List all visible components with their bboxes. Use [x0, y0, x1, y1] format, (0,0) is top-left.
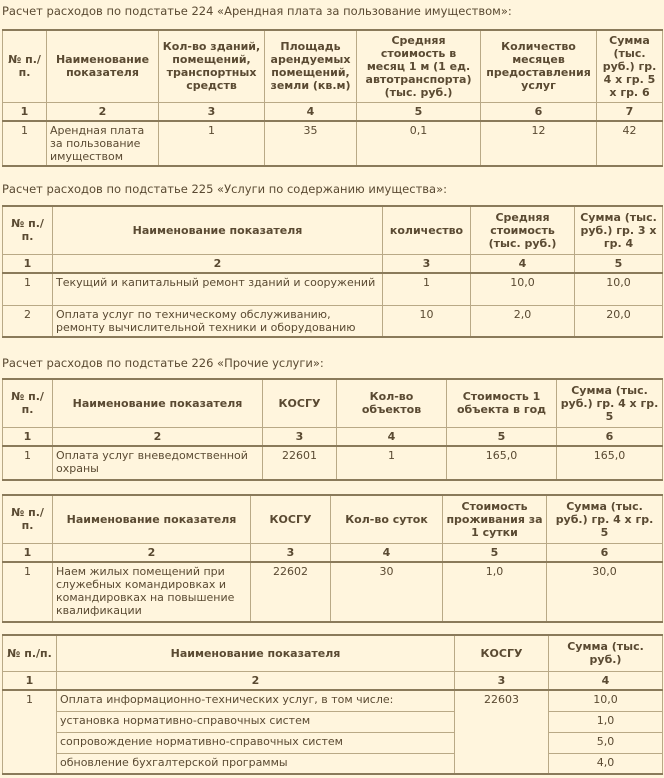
column-number: 2 — [53, 427, 263, 446]
caption-225: Расчет расходов по подстатье 225 «Услуги по содержанию имущества»: — [2, 182, 448, 196]
header-cell: Сумма (тыс. руб.) гр. 4 х гр. 5 х гр. 6 — [597, 30, 663, 102]
column-number: 3 — [383, 254, 471, 273]
cell: Оплата информационно-технических услуг, в том числе: — [57, 690, 455, 711]
header-cell: № п./п. — [3, 495, 53, 543]
header-cell: Наименование показателя — [47, 30, 159, 102]
cell: 1 — [383, 273, 471, 305]
header-cell: Кол-во суток — [331, 495, 443, 543]
column-number: 2 — [53, 254, 383, 273]
column-number: 3 — [251, 543, 331, 562]
header-cell: № п./п. — [3, 379, 53, 427]
cell: 12 — [481, 121, 597, 166]
caption-224: Расчет расходов по подстатье 224 «Арендная плата за пользование имуществом»: — [2, 4, 512, 18]
column-number: 3 — [455, 671, 549, 690]
header-cell: Кол-во зданий, помещений, транспортных средств — [159, 30, 265, 102]
header-cell: Наименование показателя — [53, 379, 263, 427]
cell: Оплата услуг по техническому обслуживанию, ремонту вычислительной техники и оборудованию — [53, 305, 383, 337]
cell: Арендная плата за пользование имуществом — [47, 121, 159, 166]
header-cell: № п./п. — [3, 30, 47, 102]
column-number: 5 — [575, 254, 663, 273]
header-cell: Количество месяцев предоставления услуг — [481, 30, 597, 102]
column-number: 4 — [331, 543, 443, 562]
column-number: 5 — [357, 102, 481, 121]
header-cell: Площадь арендуемых помещений, земли (кв.м) — [265, 30, 357, 102]
table-row — [3, 732, 663, 753]
column-number: 2 — [57, 671, 455, 690]
cell: 20,0 — [575, 305, 663, 337]
column-number: 4 — [337, 427, 447, 446]
table-226-it — [2, 634, 663, 775]
table-226-security — [2, 378, 663, 481]
table-226-lodging — [2, 494, 663, 623]
column-number: 1 — [3, 543, 53, 562]
header-cell: Сумма (тыс. руб.) — [549, 635, 663, 671]
cell: 2 — [3, 305, 53, 337]
column-number: 1 — [3, 671, 57, 690]
column-number: 4 — [471, 254, 575, 273]
header-cell: КОСГУ — [251, 495, 331, 543]
cell: 30,0 — [547, 562, 663, 622]
cell: 1 — [3, 273, 53, 305]
column-number: 3 — [263, 427, 337, 446]
header-cell: Стоимость 1 объекта в год — [447, 379, 557, 427]
column-number: 4 — [265, 102, 357, 121]
cell: 22603 — [455, 690, 549, 774]
table-224 — [2, 29, 663, 167]
header-cell: КОСГУ — [455, 635, 549, 671]
header-cell: Стоимость проживания за 1 сутки — [443, 495, 547, 543]
column-number: 1 — [3, 427, 53, 446]
cell: 1,0 — [549, 711, 663, 732]
cell: 35 — [265, 121, 357, 166]
column-number: 1 — [3, 254, 53, 273]
cell: 1 — [3, 121, 47, 166]
header-cell: № п./п. — [3, 206, 53, 254]
column-number: 2 — [47, 102, 159, 121]
header-cell: КОСГУ — [263, 379, 337, 427]
header-cell: Наименование показателя — [57, 635, 455, 671]
cell: 1 — [159, 121, 265, 166]
column-number: 6 — [481, 102, 597, 121]
table-row — [3, 446, 663, 480]
cell: 22601 — [263, 446, 337, 480]
cell: 2,0 — [471, 305, 575, 337]
cell: 1 — [3, 446, 53, 480]
column-number: 5 — [447, 427, 557, 446]
caption-226: Расчет расходов по подстатье 226 «Прочие услуги»: — [2, 356, 324, 370]
cell: 10,0 — [575, 273, 663, 305]
cell: установка нормативно-справочных систем — [57, 711, 455, 732]
table-row — [3, 711, 663, 732]
header-cell: Средняя стоимость в месяц 1 м (1 ед. автотранспорта) (тыс. руб.) — [357, 30, 481, 102]
header-cell: Наименование показателя — [53, 495, 251, 543]
cell: 165,0 — [557, 446, 663, 480]
cell: 22602 — [251, 562, 331, 622]
cell: обновление бухгалтерской программы — [57, 753, 455, 774]
column-number: 7 — [597, 102, 663, 121]
cell: 30 — [331, 562, 443, 622]
column-number: 6 — [547, 543, 663, 562]
cell: 4,0 — [549, 753, 663, 774]
cell: 10 — [383, 305, 471, 337]
header-cell: Сумма (тыс. руб.) гр. 3 х гр. 4 — [575, 206, 663, 254]
table-225 — [2, 205, 663, 338]
table-row — [3, 305, 663, 337]
cell: 1,0 — [443, 562, 547, 622]
header-cell: Кол-во объектов — [337, 379, 447, 427]
header-cell: Сумма (тыс. руб.) гр. 4 х гр. 5 — [557, 379, 663, 427]
cell: 5,0 — [549, 732, 663, 753]
cell: Текущий и капитальный ремонт зданий и сооружений — [53, 273, 383, 305]
column-number: 6 — [557, 427, 663, 446]
cell: 10,0 — [471, 273, 575, 305]
cell: 1 — [3, 562, 53, 622]
table-row — [3, 753, 663, 774]
cell: Оплата услуг вневедомственной охраны — [53, 446, 263, 480]
column-number: 5 — [443, 543, 547, 562]
column-number: 3 — [159, 102, 265, 121]
table-row — [3, 273, 663, 305]
table-row — [3, 121, 663, 166]
cell: 0,1 — [357, 121, 481, 166]
cell: 165,0 — [447, 446, 557, 480]
cell: 1 — [337, 446, 447, 480]
header-cell: Наименование показателя — [53, 206, 383, 254]
column-number: 4 — [549, 671, 663, 690]
header-cell: количество — [383, 206, 471, 254]
cell: 42 — [597, 121, 663, 166]
table-row — [3, 690, 663, 711]
header-cell: Средняя стоимость (тыс. руб.) — [471, 206, 575, 254]
cell: 1 — [3, 690, 57, 774]
cell: сопровождение нормативно-справочных систем — [57, 732, 455, 753]
cell: 10,0 — [549, 690, 663, 711]
table-row — [3, 562, 663, 622]
column-number: 1 — [3, 102, 47, 121]
header-cell: Сумма (тыс. руб.) гр. 4 х гр. 5 — [547, 495, 663, 543]
cell: Наем жилых помещений при служебных командировках и командировках на повышение квалификации — [53, 562, 251, 622]
column-number: 2 — [53, 543, 251, 562]
header-cell: № п./п. — [3, 635, 57, 671]
